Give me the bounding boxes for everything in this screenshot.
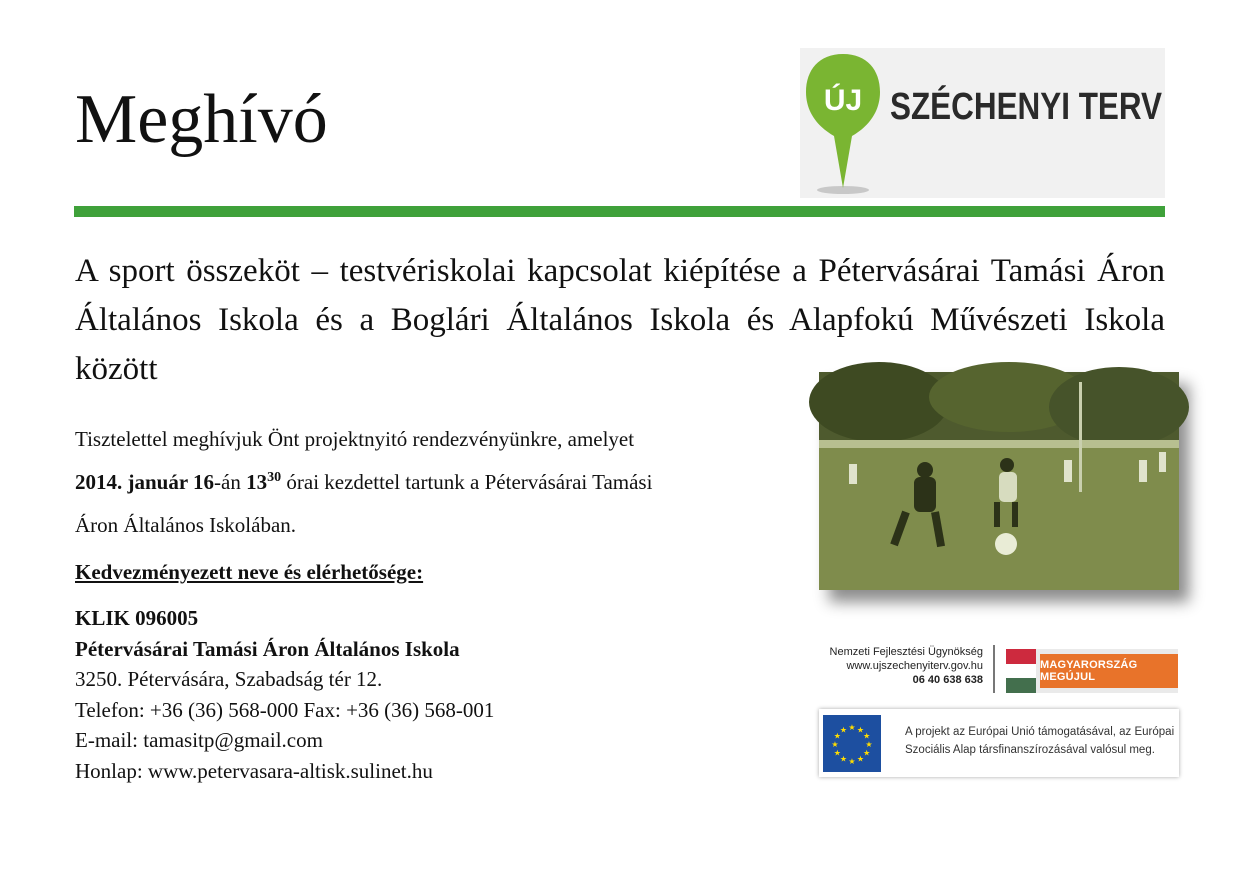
uj-szechenyi-terv-logo [800, 48, 1219, 198]
event-hour: 13 [246, 470, 268, 494]
footer-separator [993, 645, 995, 693]
eu-star-icon: ★ [863, 731, 871, 741]
eu-star-icon: ★ [865, 740, 873, 749]
eu-star-icon: ★ [848, 757, 856, 766]
invitation-line-1: Tisztelettel meghívjuk Önt projektnyitó rendezvényünkre, amelyet [75, 427, 635, 451]
invitation-line-2-rest: órai kezdettel tartunk a Pétervásárai Tamási [281, 470, 653, 494]
contact-code: KLIK 096005 [75, 606, 199, 630]
logo-badge-text: ÚJ [823, 84, 863, 117]
agency-phone: 06 40 638 638 [912, 674, 983, 686]
contact-school-name: Pétervásárai Tamási Áron Általános Iskola [75, 636, 460, 661]
contact-address: 3250. Pétervására, Szabadság tér 12. [75, 667, 383, 691]
contact-phone-fax: Telefon: +36 (36) 568-000 Fax: +36 (36) 568-001 [75, 697, 495, 722]
eu-star-icon: ★ [863, 748, 871, 758]
invitation-line-3: Áron Általános Iskolában. [75, 513, 297, 537]
eu-star-icon: ★ [831, 740, 839, 749]
agency-info [818, 645, 983, 687]
slogan-badge: MAGYARORSZÁG MEGÚJUL [1040, 654, 1178, 688]
invitation-line-2 [75, 461, 785, 504]
eu-star-icon: ★ [833, 731, 841, 741]
contact-website: Honlap: www.petervasara-altisk.sulinet.hu [75, 758, 433, 783]
contact-block [75, 603, 494, 786]
eu-funding-box [819, 709, 1179, 777]
eu-star-icon: ★ [856, 725, 865, 735]
page-title: Meghívó [75, 81, 328, 158]
event-minutes: 30 [267, 470, 282, 485]
eu-funding-line-2: Szociális Alap társfinanszírozásával valósul meg. [905, 744, 1155, 756]
contact-email: E-mail: tamasitp@gmail.com [75, 728, 323, 752]
eu-flag-icon [823, 715, 881, 772]
eu-funding-text [905, 723, 1175, 759]
agency-name: Nemzeti Fejlesztési Ügynökség [829, 646, 983, 658]
magyarorszag-megujul-logo [1006, 649, 1178, 693]
contact-heading: Kedvezményezett neve és elérhetősége: [75, 560, 424, 584]
football-photo [819, 372, 1179, 590]
project-subtitle: A sport összeköt – testvériskolai kapcsolat kiépítése a Pétervásárai Tamási Áron Általános Iskola és a Boglári Általános Iskola és Alapfokú Művészeti Iskola között [75, 253, 1165, 387]
eu-star-icon: ★ [839, 725, 848, 735]
photo-ball [995, 533, 1017, 555]
header-divider [74, 206, 1165, 217]
eu-star-icon: ★ [833, 748, 841, 758]
agency-url: www.ujszechenyiterv.gov.hu [846, 660, 983, 672]
event-date-suffix: -án [214, 470, 247, 494]
eu-funding-line-1: A projekt az Európai Unió támogatásával, az Európai [905, 726, 1175, 738]
invitation-text [75, 418, 785, 547]
logo-wordmark: SZÉCHENYI TERV [890, 86, 1219, 128]
eu-star-icon: ★ [856, 754, 865, 764]
eu-star-icon: ★ [848, 723, 856, 732]
eu-star-icon: ★ [839, 754, 848, 764]
event-date: 2014. január 16 [75, 470, 215, 494]
hungarian-flag-icon [1006, 649, 1036, 693]
logo-pin-icon [806, 54, 880, 188]
